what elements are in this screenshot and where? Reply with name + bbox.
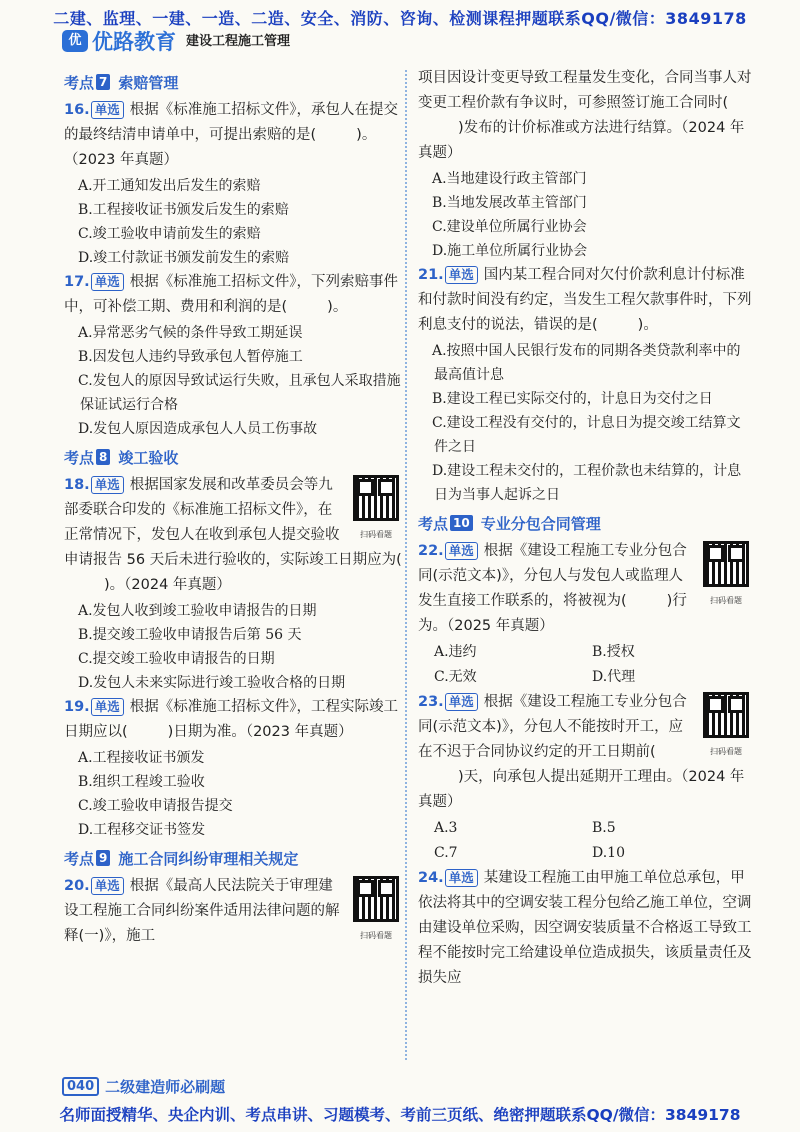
- single-choice-tag: 单选: [91, 698, 124, 716]
- option: B.工程接收证书颁发后发生的索赔: [78, 202, 289, 218]
- section-label: 考点: [64, 448, 95, 467]
- option: A.3: [434, 820, 458, 836]
- question-stem-end: )。（2023 年真题）: [64, 127, 377, 168]
- question-stem-end: )。（2024 年真题）: [104, 577, 231, 593]
- option-row: [418, 640, 754, 665]
- section-title: 施工合同纠纷审理相关规定: [118, 849, 299, 868]
- question-number: 17.: [64, 274, 90, 290]
- question-20: [64, 874, 404, 949]
- qr-code[interactable]: [348, 475, 404, 547]
- right-column: [418, 66, 754, 992]
- option: A.违约: [434, 644, 477, 660]
- option: C.竣工验收申请报告提交: [78, 798, 233, 814]
- section-title: 专业分包合同管理: [480, 514, 601, 533]
- qr-code[interactable]: [348, 876, 404, 948]
- question-21: [418, 263, 754, 338]
- question-number: 19.: [64, 699, 90, 715]
- question-stem-end: )日期为准。（2023 年真题）: [167, 724, 353, 740]
- question-18: [64, 473, 404, 598]
- option: A.按照中国人民银行发布的同期各类贷款利率中的最高值计息: [432, 343, 741, 383]
- question-20-continued: [418, 66, 754, 166]
- option: A.发包人收到竣工验收申请报告的日期: [78, 603, 317, 619]
- question-stem-end: )发布的计价标准或方法进行结算。（2024 年真题）: [418, 120, 745, 161]
- option: A.开工通知发出后发生的索赔: [78, 178, 261, 194]
- option-row: [418, 665, 754, 690]
- question-stem: 国内某工程合同对欠付价款利息计付标准和付款时间没有约定，当发生工程欠款事件时，下列利息支付的说法，错误的是(: [418, 267, 752, 333]
- question-stem-end: )。: [637, 317, 658, 333]
- question-stem-end: )。: [327, 299, 348, 315]
- qr-code[interactable]: [698, 692, 754, 764]
- question-number: 23.: [418, 694, 444, 710]
- question-stem: 根据《标准施工招标文件》，工程实际竣工日期应以(: [64, 699, 398, 740]
- option: D.发包人未来实际进行竣工验收合格的日期: [78, 675, 346, 691]
- option: D.10: [592, 845, 625, 861]
- option: C.7: [434, 845, 458, 861]
- single-choice-tag: 单选: [91, 877, 124, 895]
- qr-code-icon[interactable]: [353, 876, 399, 922]
- section-title: 索赔管理: [118, 73, 179, 92]
- option: B.5: [592, 820, 616, 836]
- book-title: 二级建造师必刷题: [105, 1078, 226, 1096]
- section-heading-8: [64, 445, 404, 469]
- section-title: 竣工验收: [118, 448, 179, 467]
- section-number: 10: [450, 515, 473, 531]
- single-choice-tag: 单选: [445, 869, 478, 887]
- option: C.建设单位所属行业协会: [432, 219, 587, 235]
- option: D.工程移交证书签发: [78, 822, 206, 838]
- question-stem: 根据《标准施工招标文件》，承包人在提交的最终结清申请单中，可提出索赔的是(: [64, 102, 398, 143]
- option: A.工程接收证书颁发: [78, 750, 205, 766]
- qr-code-icon[interactable]: [703, 692, 749, 738]
- option: B.当地发展改革主管部门: [432, 195, 587, 211]
- section-number: 9: [96, 850, 110, 866]
- brand-logo: [62, 26, 176, 56]
- section-heading-7: [64, 70, 404, 94]
- question-number: 22.: [418, 543, 444, 559]
- page-number: 040: [62, 1077, 99, 1096]
- qr-label: 扫码看题: [710, 747, 742, 756]
- bottom-banner: 名师面授精华、央企内训、考点串讲、习题模考、考前三页纸、绝密押题联系QQ/微信：3849178: [59, 1106, 741, 1124]
- question-stem-end: )行为。（2025 年真题）: [418, 593, 687, 634]
- qr-label: 扫码看题: [360, 530, 392, 539]
- section-label: 考点: [64, 849, 95, 868]
- option: B.组织工程竣工验收: [78, 774, 205, 790]
- option: A.当地建设行政主管部门: [432, 171, 587, 187]
- option-row: [418, 816, 754, 841]
- logo-icon: 优: [62, 30, 88, 52]
- page-footer: [62, 1076, 225, 1097]
- book-subject: 建设工程施工管理: [186, 34, 291, 49]
- single-choice-tag: 单选: [91, 101, 124, 119]
- left-column: [64, 66, 404, 950]
- question-stem: 根据《建设工程施工专业分包合同(示范文本)》，分包人不能按时开工，应在不迟于合同协议约定的开工日期前(: [418, 694, 687, 760]
- option: D.建设工程未交付的，工程价款也未结算的，计息日为当事人起诉之日: [432, 463, 742, 503]
- option: D.代理: [592, 669, 636, 685]
- qr-code-icon[interactable]: [353, 475, 399, 521]
- option: A.异常恶劣气候的条件导致工期延误: [78, 325, 303, 341]
- section-heading-10: [418, 511, 754, 535]
- qr-code[interactable]: [698, 541, 754, 613]
- section-label: 考点: [418, 514, 449, 533]
- option: C.提交竣工验收申请报告的日期: [78, 651, 275, 667]
- question-number: 20.: [64, 878, 90, 894]
- single-choice-tag: 单选: [445, 542, 478, 560]
- question-24: [418, 866, 754, 991]
- question-22: [418, 539, 754, 639]
- option: D.发包人原因造成承包人人员工伤事故: [78, 421, 318, 437]
- option: B.提交竣工验收申请报告后第 56 天: [78, 627, 302, 643]
- single-choice-tag: 单选: [91, 273, 124, 291]
- qr-code-icon[interactable]: [703, 541, 749, 587]
- section-number: 7: [96, 74, 110, 90]
- option: C.竣工验收申请前发生的索赔: [78, 226, 261, 242]
- option: C.发包人的原因导致试运行失败，且承包人采取措施保证试运行合格: [78, 373, 401, 413]
- option-row: [418, 841, 754, 866]
- question-16: [64, 98, 404, 173]
- option: D.施工单位所属行业协会: [432, 243, 588, 259]
- option: B.授权: [592, 644, 635, 660]
- single-choice-tag: 单选: [91, 476, 124, 494]
- question-stem: 项目因设计变更导致工程量发生变化，合同当事人对变更工程价款有争议时，可参照签订施工合同时(: [418, 70, 752, 111]
- question-stem: 根据《最高人民法院关于审理建设工程施工合同纠纷案件适用法律问题的解释(一)》，施工: [64, 878, 340, 944]
- question-stem: 根据《建设工程施工专业分包合同(示范文本)》，分包人与发包人或监理人发生直接工作联系的，将被视为(: [418, 543, 687, 609]
- option: C.无效: [434, 669, 477, 685]
- question-stem: 根据国家发展和改革委员会等九部委联合印发的《标准施工招标文件》，在正常情况下，发包人在收到承包人提交验收申请报告 56 天后未进行验收的，实际竣工日期应为(: [64, 477, 402, 568]
- option: B.因发包人违约导致承包人暂停施工: [78, 349, 303, 365]
- question-stem: 根据《标准施工招标文件》，下列索赔事件中，可补偿工期、费用和利润的是(: [64, 274, 398, 315]
- question-19: [64, 695, 404, 745]
- option: C.建设工程没有交付的，计息日为提交竣工结算文件之日: [432, 415, 741, 455]
- column-divider: [405, 70, 407, 1060]
- top-banner: 二建、监理、一建、一造、二造、安全、消防、咨询、检测课程押题联系QQ/微信：3849178: [53, 9, 747, 28]
- question-23: [418, 690, 754, 815]
- qr-label: 扫码看题: [710, 596, 742, 605]
- option: B.建设工程已实际交付的，计息日为交付之日: [432, 391, 713, 407]
- question-17: [64, 270, 404, 320]
- logo-text: 优路教育: [92, 30, 176, 54]
- question-number: 18.: [64, 477, 90, 493]
- section-label: 考点: [64, 73, 95, 92]
- single-choice-tag: 单选: [445, 266, 478, 284]
- qr-label: 扫码看题: [360, 931, 392, 940]
- single-choice-tag: 单选: [445, 693, 478, 711]
- section-heading-9: [64, 846, 404, 870]
- question-number: 21.: [418, 267, 444, 283]
- question-number: 24.: [418, 870, 444, 886]
- question-stem-end: )天，向承包人提出延期开工理由。（2024 年真题）: [418, 769, 745, 810]
- question-number: 16.: [64, 102, 90, 118]
- option: D.竣工付款证书颁发前发生的索赔: [78, 250, 290, 266]
- question-stem: 某建设工程施工由甲施工单位总承包，甲依法将其中的空调安装工程分包给乙施工单位，空调由建设单位采购，因空调安装质量不合格返工导致工程不能按时完工给建设单位造成损失，该质量责任及损失应: [418, 870, 752, 986]
- section-number: 8: [96, 449, 110, 465]
